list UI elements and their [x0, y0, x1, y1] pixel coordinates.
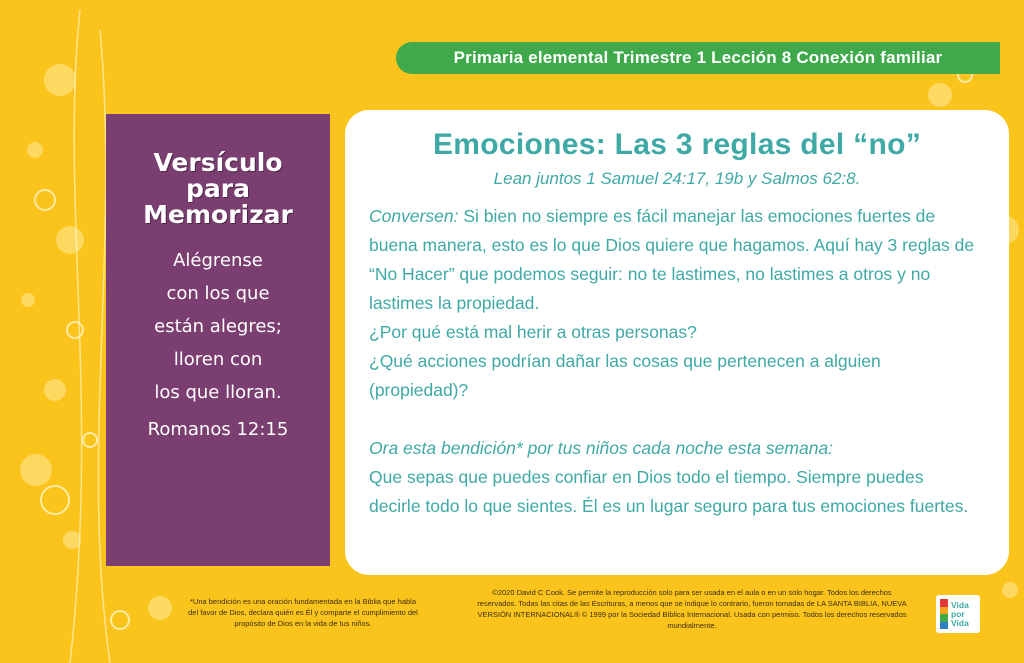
converse-label: Conversen: [369, 206, 459, 226]
converse-paragraph [369, 202, 979, 318]
vida-por-vida-logo [936, 595, 980, 633]
verse-title-line: para [186, 174, 250, 203]
lesson-title: Emociones: Las 3 reglas del “no” [432, 128, 922, 161]
lesson-banner: Primaria elemental Trimestre 1 Lección 8 Conexión familiar [396, 42, 1000, 74]
logo-text: Vida por Vida [951, 599, 969, 628]
blessing-footnote: *Una bendición es una oración fundamentada en la Biblia que habla del favor de Dios, declara quién es Él y comparte el cumplimiento del propósito de Dios en la vida de tus niños. [188, 597, 418, 628]
memory-verse-title [106, 150, 330, 228]
converse-text: Si bien no siempre es fácil manejar las emociones fuertes de buena manera, esto es lo que Dios quiere que hagamos. Aquí hay 3 reglas de “No Hacer” que podemos seguir: no te lastimes, no lastimes a otros y no lastimes la propiedad. [369, 206, 975, 313]
verse-line: lloren con [173, 349, 263, 370]
lesson-card [345, 110, 1009, 575]
verse-title-line: Memorizar [143, 200, 293, 229]
pray-text: Que sepas que puedes confiar en Dios todo el tiempo. Siempre puedes decirle todo lo que sientes. Él es un lugar seguro para tus emociones fuertes. [369, 467, 969, 516]
memory-verse-panel [106, 114, 330, 566]
pray-label: Ora esta bendición* por tus niños cada noche esta semana: [369, 438, 834, 458]
question-2: ¿Qué acciones podrían dañar las cosas que pertenecen a alguien (propiedad)? [369, 351, 881, 400]
verse-line: los que lloran. [154, 382, 282, 403]
verse-reference: Romanos 12:15 [147, 419, 289, 440]
copyright-notice: ©2020 David C Cook. Se permite la reproducción solo para ser usada en el aula o en un solo hogar. Todos los derechos reservados. Todas las citas de las Escrituras, a menos que se indique lo contrario, fueron tomadas de LA SANTA BIBLIA, NUEVA VERSIÓN INTERNACIONAL® © 1999 por la Sociedad Bíblica Internacional. Usada con permiso. Todos los derechos reservados mundialmente. [477, 588, 907, 630]
logo-stripes [940, 599, 948, 629]
memory-verse-text [106, 244, 330, 409]
verse-line: están alegres; [154, 316, 282, 337]
verse-line: con los que [166, 283, 270, 304]
lesson-subtitle: Lean juntos 1 Samuel 24:17, 19b y Salmos 62:8. [493, 169, 861, 188]
question-1: ¿Por qué está mal herir a otras personas? [369, 322, 697, 342]
verse-line: Alégrense [173, 250, 263, 271]
lesson-body [369, 202, 979, 521]
verse-title-line: Versículo [153, 148, 283, 177]
